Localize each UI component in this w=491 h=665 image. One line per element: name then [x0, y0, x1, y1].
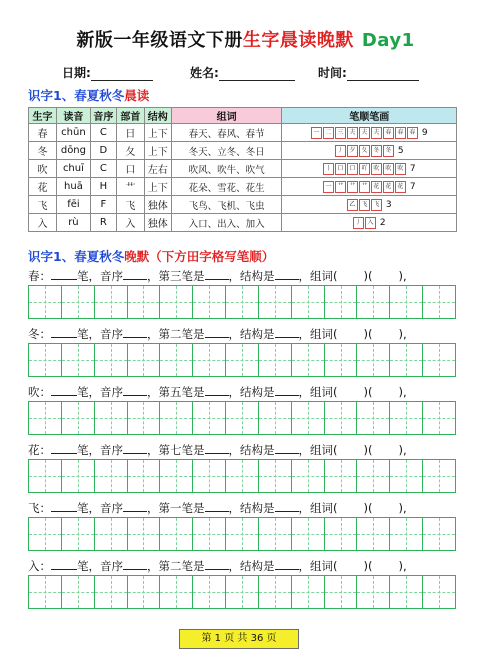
prompt-char: 入 [28, 559, 40, 573]
index-cell: C [90, 124, 116, 142]
prompt-words: ，组词( [298, 269, 338, 283]
grid-cell[interactable] [95, 576, 128, 608]
grid-cell[interactable] [292, 286, 325, 318]
stroke-order-cell [282, 124, 457, 142]
stroke-blank[interactable] [205, 385, 229, 396]
grid-cell[interactable] [226, 286, 259, 318]
prompt-strokes: 笔，音序 [77, 269, 123, 283]
name-field [190, 64, 295, 81]
stroke-step: 丿 [335, 145, 346, 157]
structure-cell: 上下 [144, 142, 171, 160]
prompt-ordinal-suffix: 笔是 [181, 559, 205, 573]
title-part2: 生字晨读晚默 [242, 30, 354, 51]
index-cell: R [90, 214, 116, 232]
structure-cell: 独体 [144, 214, 171, 232]
grid-cell[interactable] [390, 518, 423, 550]
prompt-ordinal-prefix: ，第 [147, 443, 170, 457]
structure-cell: 上下 [144, 178, 171, 196]
stroke-order-cell [282, 160, 457, 178]
stroke-step: 吹 [371, 163, 382, 175]
stroke-step: 飞 [359, 199, 370, 211]
prompt-line [28, 500, 407, 516]
structure-blank[interactable] [275, 385, 299, 396]
grid-cell[interactable] [95, 518, 128, 550]
index-cell: C [90, 160, 116, 178]
stroke-count-blank[interactable] [51, 443, 77, 454]
page-footer: 第 1 页 共 36 页 [179, 629, 299, 649]
stroke-order-cell [282, 142, 457, 160]
grid-cell[interactable] [423, 460, 455, 492]
grid-cell[interactable] [62, 402, 95, 434]
grid-cell[interactable] [423, 286, 455, 318]
grid-cell[interactable] [160, 576, 193, 608]
stroke-count: 7 [409, 181, 416, 192]
stroke-step: 夫 [359, 127, 370, 139]
stroke-step: 乙 [347, 199, 358, 211]
grid-cell[interactable] [325, 402, 358, 434]
grid-cell[interactable] [292, 576, 325, 608]
grid-cell[interactable] [29, 286, 62, 318]
prompt-ordinal-suffix: 笔是 [181, 443, 205, 457]
prompt-ordinal-suffix: 笔是 [181, 327, 205, 341]
grid-cell[interactable] [423, 576, 455, 608]
writing-grid[interactable] [28, 575, 456, 609]
grid-cell[interactable] [292, 460, 325, 492]
stroke-step: 丨 [323, 163, 334, 175]
stroke-step: 二 [323, 127, 334, 139]
prompt-line [28, 326, 407, 342]
prompt-paren-end: ), [398, 327, 407, 341]
structure-cell: 独体 [144, 196, 171, 214]
structure-cell: 上下 [144, 124, 171, 142]
title-part1: 新版一年级语文下册 [76, 30, 243, 51]
stroke-step: 吹 [395, 163, 406, 175]
grid-cell[interactable] [325, 460, 358, 492]
header-index: 音序 [90, 108, 116, 124]
grid-cell[interactable] [62, 576, 95, 608]
grid-cell[interactable] [325, 518, 358, 550]
grid-cell[interactable] [357, 402, 390, 434]
grid-cell[interactable] [160, 286, 193, 318]
grid-cell[interactable] [160, 402, 193, 434]
stroke-count-blank[interactable] [51, 385, 77, 396]
header-radical: 部首 [116, 108, 144, 124]
stroke-step: 丿 [353, 217, 364, 229]
grid-cell[interactable] [423, 344, 455, 376]
pinyin-cell: chuī [56, 160, 90, 178]
prompt-colon: ： [39, 269, 51, 283]
table-row [29, 196, 457, 214]
stroke-count: 2 [379, 217, 386, 228]
stroke-step: 口 [335, 163, 346, 175]
header-strokes: 笔顺笔画 [282, 108, 457, 124]
prompt-char: 飞 [28, 501, 40, 515]
grid-cell[interactable] [259, 286, 292, 318]
grid-cell[interactable] [95, 402, 128, 434]
pinyin-cell: dōng [56, 142, 90, 160]
stroke-step: 夫 [347, 127, 358, 139]
prompt-ordinal-prefix: ，第 [147, 327, 170, 341]
grid-cell[interactable] [357, 344, 390, 376]
words-cell: 春天、春风、春节 [171, 124, 282, 142]
grid-cell[interactable] [325, 576, 358, 608]
prompt-structure: ，结构是 [228, 443, 275, 457]
prompt-strokes: 笔，音序 [77, 327, 123, 341]
grid-cell[interactable] [29, 460, 62, 492]
prompt-words: ，组词( [298, 443, 338, 457]
grid-cell[interactable] [390, 286, 423, 318]
grid-cell[interactable] [226, 344, 259, 376]
prompt-structure: ，结构是 [228, 327, 275, 341]
stroke-step: 吹 [383, 163, 394, 175]
grid-cell[interactable] [193, 344, 226, 376]
grid-cell[interactable] [259, 402, 292, 434]
prompt-ordinal-prefix: ，第 [147, 559, 170, 573]
grid-cell[interactable] [357, 286, 390, 318]
grid-cell[interactable] [193, 286, 226, 318]
prompt-ordinal-suffix: 笔是 [181, 501, 205, 515]
grid-cell[interactable] [357, 576, 390, 608]
prompt-char: 花 [28, 443, 40, 457]
pinyin-cell: chūn [56, 124, 90, 142]
time-label: 时间: [318, 66, 347, 80]
grid-cell[interactable] [29, 576, 62, 608]
grid-cell[interactable] [193, 402, 226, 434]
grid-cell[interactable] [128, 344, 161, 376]
prompt-structure: ，结构是 [228, 269, 275, 283]
stroke-blank[interactable] [205, 327, 229, 338]
date-field [62, 64, 153, 81]
table-row [29, 142, 457, 160]
index-cell: H [90, 178, 116, 196]
section2-heading: 识字1、春夏秋冬晚默（下方田字格写笔顺） [28, 249, 275, 264]
structure-cell: 左右 [144, 160, 171, 178]
radical-cell: 艹 [116, 178, 144, 196]
stroke-order-cell [282, 178, 457, 196]
stroke-count: 7 [409, 163, 416, 174]
prompt-colon: ： [39, 443, 51, 457]
grid-cell[interactable] [160, 460, 193, 492]
stroke-step: 吖 [359, 163, 370, 175]
pinyin-cell: huā [56, 178, 90, 196]
pinyin-cell: fēi [56, 196, 90, 214]
radical-cell: 夂 [116, 142, 144, 160]
grid-cell[interactable] [29, 344, 62, 376]
prompt-paren-end: ), [398, 385, 407, 399]
stroke-step: 艹 [359, 181, 370, 193]
grid-cell[interactable] [357, 460, 390, 492]
time-blank[interactable] [347, 68, 419, 81]
prompt-paren-end: ), [398, 269, 407, 283]
section1-heading: 识字1、春夏秋冬晨读 [28, 88, 150, 103]
writing-grid[interactable] [28, 285, 456, 319]
stroke-step: 艹 [347, 181, 358, 193]
grid-cell[interactable] [160, 344, 193, 376]
stroke-step: 一 [323, 181, 334, 193]
prompt-paren-end: ), [398, 443, 407, 457]
stroke-step: 春 [395, 127, 406, 139]
index-blank[interactable] [123, 385, 147, 396]
stroke-blank[interactable] [205, 269, 229, 280]
prompt-strokes: 笔，音序 [77, 501, 123, 515]
words-cell: 冬天、立冬、冬日 [171, 142, 282, 160]
prompt-paren-mid: )( [363, 559, 373, 573]
stroke-order-cell [282, 214, 457, 232]
name-label: 姓名: [190, 66, 219, 80]
stroke-blank[interactable] [205, 559, 229, 570]
grid-cell[interactable] [62, 344, 95, 376]
stroke-step: 飞 [371, 199, 382, 211]
stroke-count-blank[interactable] [51, 327, 77, 338]
words-cell: 入口、出入、加入 [171, 214, 282, 232]
grid-cell[interactable] [226, 402, 259, 434]
grid-cell[interactable] [193, 518, 226, 550]
stroke-count-blank[interactable] [51, 501, 77, 512]
grid-cell[interactable] [259, 518, 292, 550]
stroke-step: 夫 [371, 127, 382, 139]
table-row [29, 160, 457, 178]
structure-blank[interactable] [275, 269, 299, 280]
grid-cell[interactable] [95, 460, 128, 492]
grid-cell[interactable] [160, 518, 193, 550]
stroke-step: 春 [383, 127, 394, 139]
prompt-words: ，组词( [298, 559, 338, 573]
grid-cell[interactable] [259, 344, 292, 376]
radical-cell: 入 [116, 214, 144, 232]
grid-cell[interactable] [128, 286, 161, 318]
prompt-colon: ： [39, 385, 51, 399]
writing-grid[interactable] [28, 459, 456, 493]
structure-blank[interactable] [275, 443, 299, 454]
writing-grid[interactable] [28, 401, 456, 435]
pinyin-cell: rù [56, 214, 90, 232]
index-blank[interactable] [123, 559, 147, 570]
grid-cell[interactable] [193, 576, 226, 608]
prompt-ordinal: 一 [170, 501, 182, 515]
character-table [28, 107, 457, 232]
prompt-structure: ，结构是 [228, 559, 275, 573]
grid-cell[interactable] [128, 576, 161, 608]
grid-cell[interactable] [423, 518, 455, 550]
prompt-paren-mid: )( [363, 327, 373, 341]
grid-cell[interactable] [292, 518, 325, 550]
prompt-words: ，组词( [298, 327, 338, 341]
prompt-strokes: 笔，音序 [77, 559, 123, 573]
date-blank[interactable] [91, 68, 153, 81]
stroke-step: 艹 [335, 181, 346, 193]
grid-cell[interactable] [128, 518, 161, 550]
grid-cell[interactable] [390, 460, 423, 492]
char-cell: 入 [29, 214, 57, 232]
grid-cell[interactable] [128, 402, 161, 434]
table-row [29, 178, 457, 196]
stroke-step: 夕 [347, 145, 358, 157]
prompt-ordinal: 二 [170, 327, 182, 341]
words-cell: 花朵、雪花、花生 [171, 178, 282, 196]
stroke-step: 口 [347, 163, 358, 175]
char-cell: 冬 [29, 142, 57, 160]
index-blank[interactable] [123, 443, 147, 454]
prompt-structure: ，结构是 [228, 501, 275, 515]
grid-cell[interactable] [292, 402, 325, 434]
grid-cell[interactable] [226, 576, 259, 608]
grid-cell[interactable] [390, 344, 423, 376]
structure-blank[interactable] [275, 327, 299, 338]
char-cell: 飞 [29, 196, 57, 214]
prompt-colon: ： [39, 559, 51, 573]
stroke-count-blank[interactable] [51, 559, 77, 570]
grid-cell[interactable] [226, 518, 259, 550]
words-cell: 飞鸟、飞机、飞虫 [171, 196, 282, 214]
prompt-paren-end: ), [398, 501, 407, 515]
prompt-line [28, 268, 407, 284]
table-row [29, 124, 457, 142]
grid-cell[interactable] [62, 518, 95, 550]
grid-cell[interactable] [259, 460, 292, 492]
grid-cell[interactable] [390, 402, 423, 434]
stroke-step: 春 [407, 127, 418, 139]
prompt-ordinal-prefix: ，第 [147, 501, 170, 515]
prompt-paren-mid: )( [363, 501, 373, 515]
grid-cell[interactable] [390, 576, 423, 608]
stroke-step: 花 [371, 181, 382, 193]
writing-grid[interactable] [28, 517, 456, 551]
stroke-step: 入 [365, 217, 376, 229]
grid-cell[interactable] [423, 402, 455, 434]
grid-cell[interactable] [95, 344, 128, 376]
prompt-paren-mid: )( [363, 385, 373, 399]
prompt-ordinal: 五 [170, 385, 182, 399]
table-row [29, 214, 457, 232]
structure-blank[interactable] [275, 559, 299, 570]
header-pinyin: 读音 [56, 108, 90, 124]
radical-cell: 飞 [116, 196, 144, 214]
stroke-step: 夂 [359, 145, 370, 157]
structure-blank[interactable] [275, 501, 299, 512]
name-blank[interactable] [219, 68, 295, 81]
prompt-paren-mid: )( [363, 443, 373, 457]
prompt-paren-end: ), [398, 559, 407, 573]
header-words: 组词 [171, 108, 282, 124]
grid-cell[interactable] [226, 460, 259, 492]
prompt-words: ，组词( [298, 501, 338, 515]
stroke-blank[interactable] [205, 501, 229, 512]
writing-grid[interactable] [28, 343, 456, 377]
radical-cell: 口 [116, 160, 144, 178]
index-cell: D [90, 142, 116, 160]
index-blank[interactable] [123, 269, 147, 280]
prompt-structure: ，结构是 [228, 385, 275, 399]
stroke-step: 三 [335, 127, 346, 139]
stroke-count: 5 [397, 145, 404, 156]
prompt-ordinal-prefix: ，第 [147, 385, 170, 399]
stroke-step: 冬 [383, 145, 394, 157]
words-cell: 吹风、吹牛、吹气 [171, 160, 282, 178]
table-header-row [29, 108, 457, 124]
date-label: 日期: [62, 66, 91, 80]
time-field [318, 64, 419, 81]
prompt-ordinal-prefix: ，第 [147, 269, 170, 283]
prompt-words: ，组词( [298, 385, 338, 399]
stroke-step: 冬 [371, 145, 382, 157]
prompt-line [28, 384, 407, 400]
prompt-strokes: 笔，音序 [77, 385, 123, 399]
radical-cell: 日 [116, 124, 144, 142]
prompt-colon: ： [39, 327, 51, 341]
stroke-count: 3 [385, 199, 392, 210]
grid-cell[interactable] [357, 518, 390, 550]
prompt-ordinal-suffix: 笔是 [181, 269, 205, 283]
prompt-char: 吹 [28, 385, 40, 399]
prompt-strokes: 笔，音序 [77, 443, 123, 457]
page-title [0, 26, 491, 52]
grid-cell[interactable] [95, 286, 128, 318]
header-structure: 结构 [144, 108, 171, 124]
prompt-line [28, 558, 407, 574]
grid-cell[interactable] [325, 286, 358, 318]
prompt-char: 冬 [28, 327, 40, 341]
stroke-count-blank[interactable] [51, 269, 77, 280]
char-cell: 吹 [29, 160, 57, 178]
prompt-colon: ： [39, 501, 51, 515]
prompt-ordinal: 七 [170, 443, 182, 457]
grid-cell[interactable] [325, 344, 358, 376]
grid-cell[interactable] [128, 460, 161, 492]
header-char: 生字 [29, 108, 57, 124]
stroke-count: 9 [421, 127, 428, 138]
char-cell: 花 [29, 178, 57, 196]
stroke-step: 花 [395, 181, 406, 193]
index-blank[interactable] [123, 327, 147, 338]
stroke-step: 一 [311, 127, 322, 139]
prompt-paren-mid: )( [363, 269, 373, 283]
grid-cell[interactable] [29, 518, 62, 550]
prompt-ordinal-suffix: 笔是 [181, 385, 205, 399]
grid-cell[interactable] [259, 576, 292, 608]
stroke-order-cell [282, 196, 457, 214]
grid-cell[interactable] [193, 460, 226, 492]
title-day: Day1 [361, 30, 415, 51]
grid-cell[interactable] [62, 286, 95, 318]
char-cell: 春 [29, 124, 57, 142]
stroke-blank[interactable] [205, 443, 229, 454]
prompt-ordinal: 三 [170, 269, 182, 283]
grid-cell[interactable] [62, 460, 95, 492]
prompt-line [28, 442, 407, 458]
index-blank[interactable] [123, 501, 147, 512]
index-cell: F [90, 196, 116, 214]
grid-cell[interactable] [29, 402, 62, 434]
stroke-step: 花 [383, 181, 394, 193]
prompt-char: 春 [28, 269, 40, 283]
prompt-ordinal: 二 [170, 559, 182, 573]
grid-cell[interactable] [292, 344, 325, 376]
